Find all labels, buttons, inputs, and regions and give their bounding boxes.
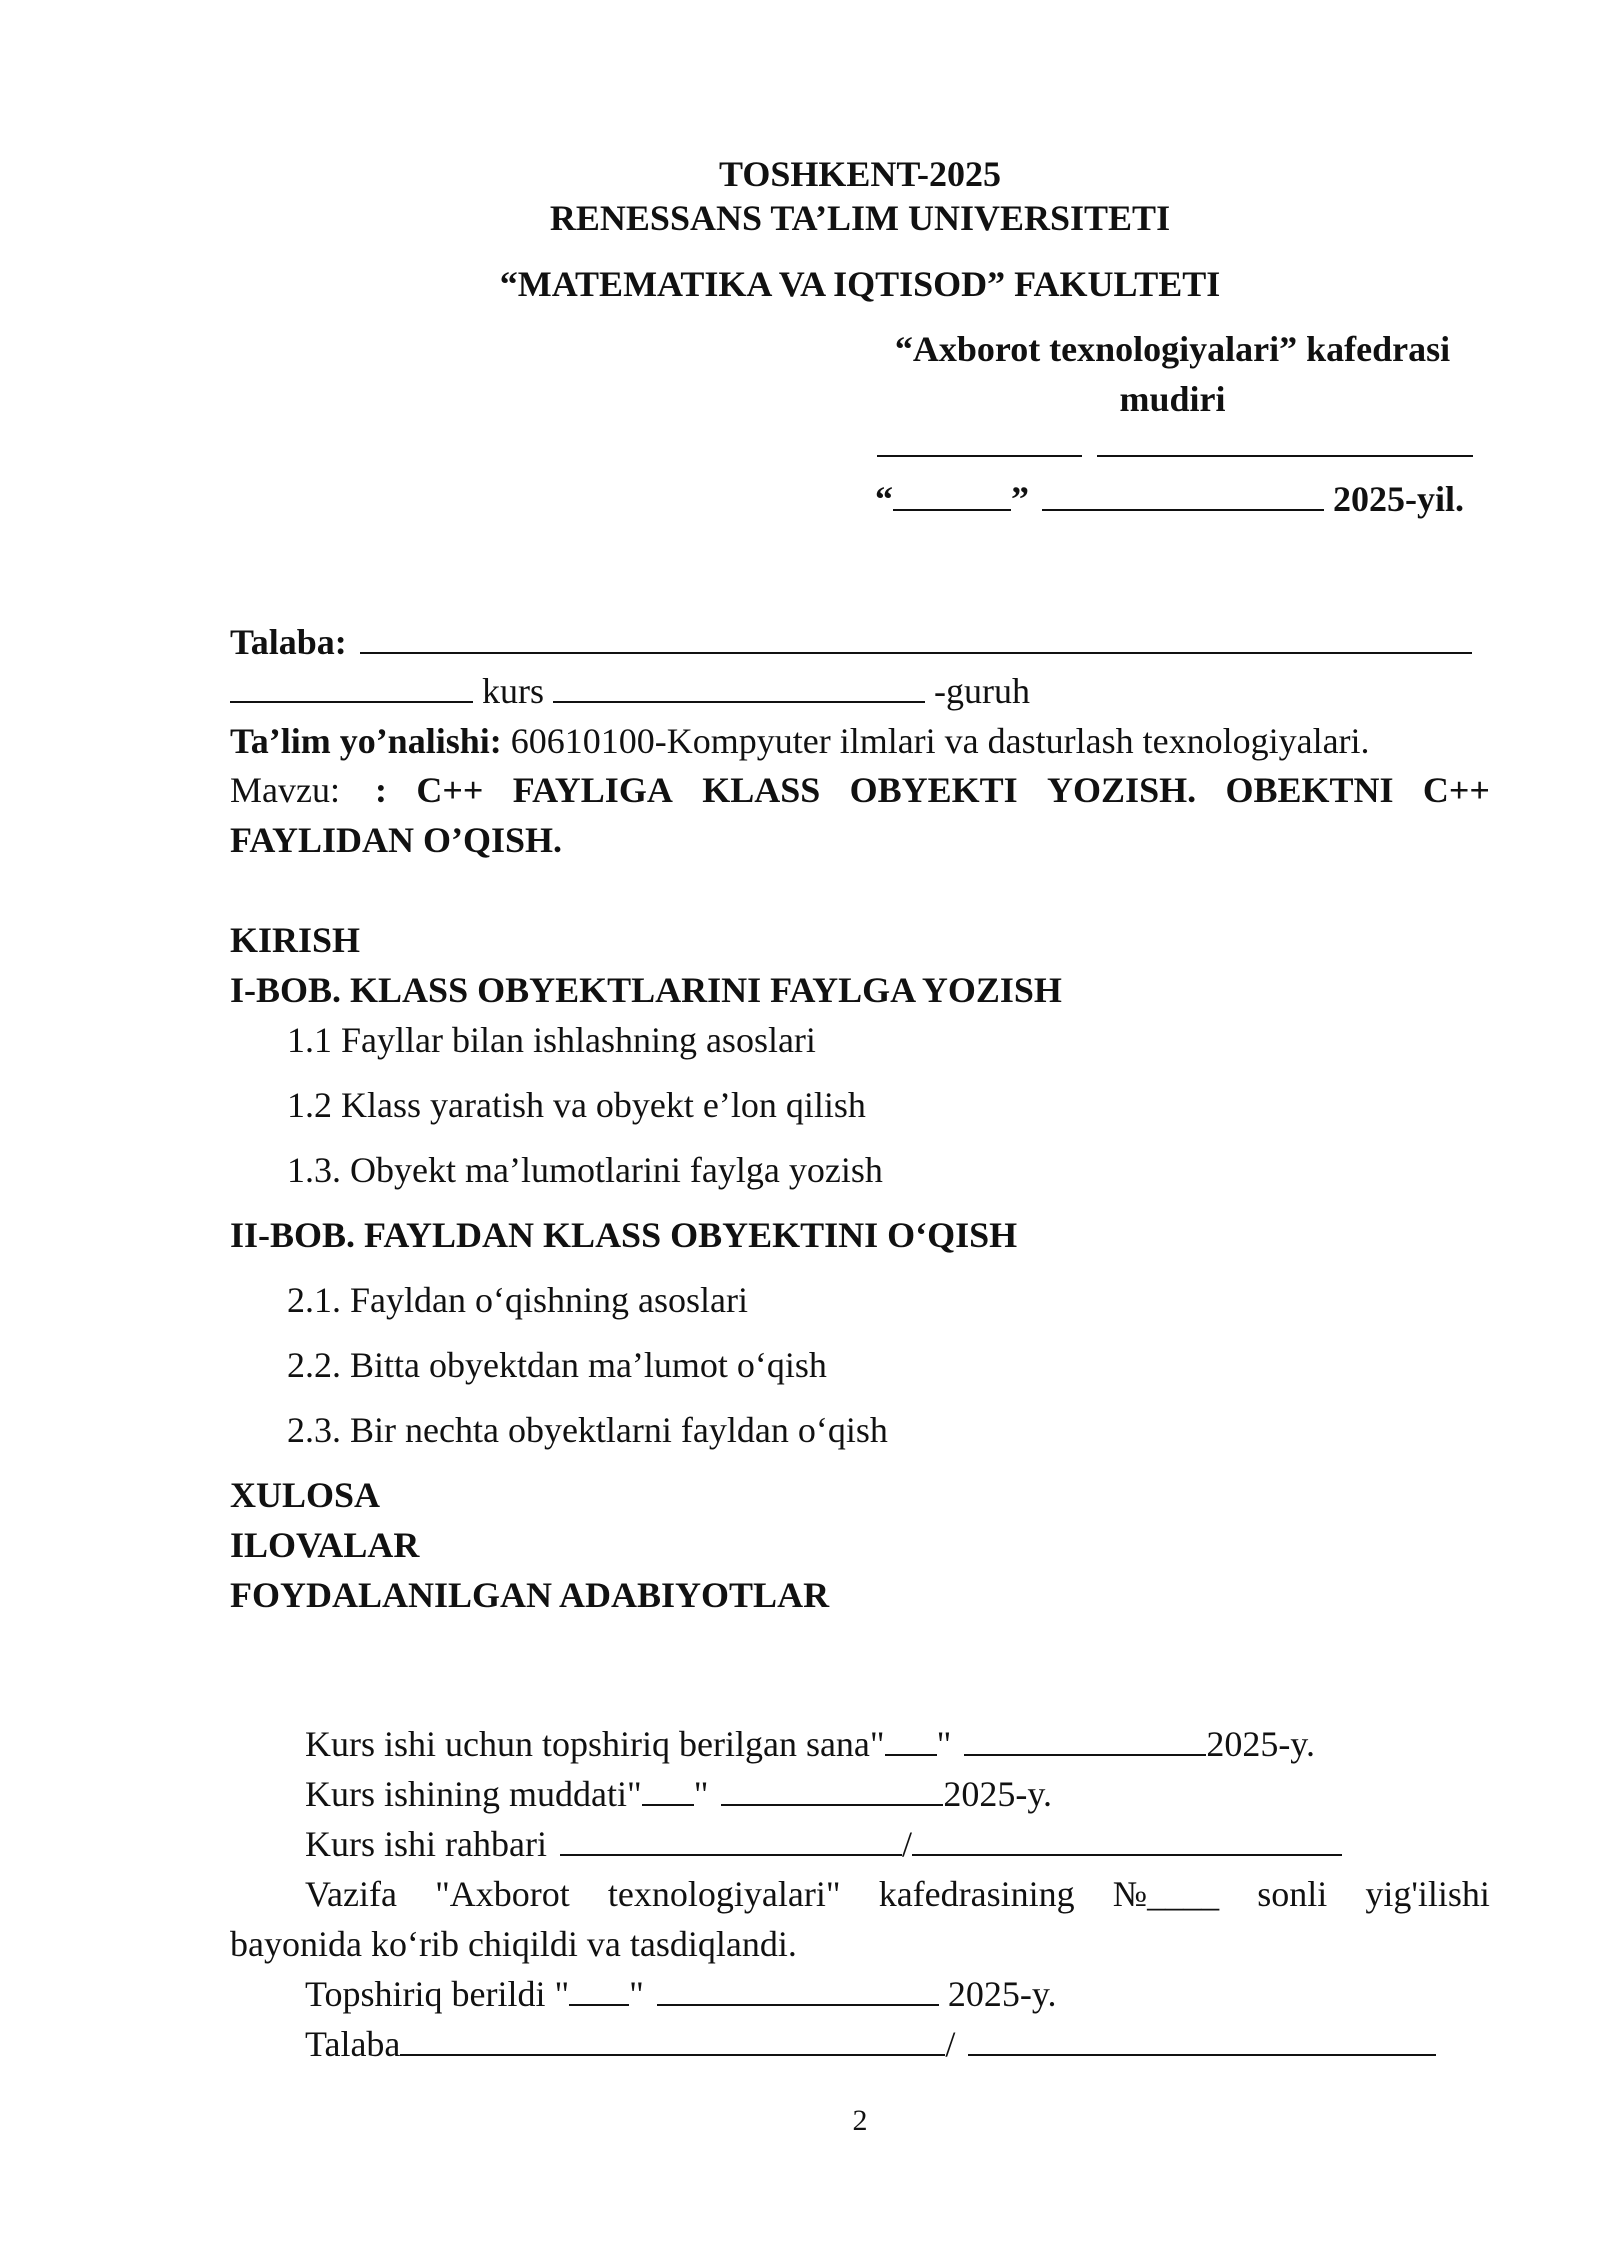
chapter1-title: . KLASS OBYEKTLARINI FAYLGA YOZISH bbox=[332, 970, 1062, 1010]
topic-label: Mavzu: bbox=[230, 770, 340, 810]
chapter2-item: 2.3. Bir nechta obyektlarni fayldan o‘qish bbox=[287, 1410, 888, 1450]
deadline-line bbox=[305, 1772, 1052, 1816]
faculty-name: “MATEMATIKA VA IQTISOD” FAKULTETI bbox=[499, 264, 1221, 304]
review-word: №____ bbox=[1112, 1874, 1220, 1914]
issued-year: 2025-y. bbox=[1206, 1724, 1315, 1764]
issued-date-quote: " bbox=[936, 1724, 952, 1764]
issued-month-blank bbox=[964, 1724, 1206, 1756]
approval-date-close-quote: ” bbox=[1011, 479, 1029, 519]
supervisor-slash: / bbox=[901, 1824, 912, 1864]
review-line-1 bbox=[305, 1872, 1490, 1916]
approval-month-blank bbox=[1042, 479, 1324, 511]
review-word: sonli bbox=[1257, 1874, 1328, 1914]
chapter1-item: 1.3. Obyekt ma’lumotlarini faylga yozish bbox=[287, 1150, 883, 1190]
head-signature-line bbox=[877, 455, 1082, 457]
group-label: -guruh bbox=[934, 671, 1030, 711]
chapter1-heading bbox=[230, 968, 1062, 1012]
chapter1-item: 1.1 Fayllar bilan ishlashning asoslari bbox=[287, 1020, 816, 1060]
given-year: 2025-y. bbox=[947, 1974, 1057, 2014]
chapter2-item: 2.2. Bitta obyektdan ma’lumot o‘qish bbox=[287, 1345, 827, 1385]
student-sign-label: Talaba bbox=[305, 2024, 401, 2064]
topic-text-1: : C++ FAYLIGA KLASS OBYEKTI YOZISH. OBEKTNI C++ bbox=[375, 770, 1490, 810]
approval-date-open-quote: “ bbox=[875, 479, 893, 519]
issued-date-label: Kurs ishi uchun topshiriq berilgan sana" bbox=[305, 1724, 885, 1764]
approval-date-line bbox=[875, 477, 1464, 521]
given-line bbox=[305, 1972, 1057, 2016]
supervisor-signature-blank bbox=[912, 1824, 1342, 1856]
deadline-quote: " bbox=[693, 1774, 709, 1814]
contents-intro: KIRISH bbox=[230, 920, 361, 960]
supervisor-line bbox=[305, 1822, 1342, 1866]
student-sign-slash: / bbox=[945, 2024, 956, 2064]
student-line bbox=[230, 620, 1472, 664]
course-group-line bbox=[230, 669, 1030, 713]
supervisor-name-blank bbox=[560, 1824, 902, 1856]
deadline-label: Kurs ishining muddati" bbox=[305, 1774, 642, 1814]
topic-line-1 bbox=[230, 768, 1490, 812]
deadline-month-blank bbox=[721, 1774, 943, 1806]
issued-date-line bbox=[305, 1722, 1315, 1766]
review-line-2: bayonida ko‘rib chiqildi va tasdiqlandi. bbox=[230, 1924, 797, 1964]
student-sign-name-blank bbox=[400, 2024, 945, 2056]
contents-appendices: ILOVALAR bbox=[230, 1525, 420, 1565]
issued-day-blank bbox=[885, 1724, 937, 1756]
department-position: mudiri bbox=[1119, 379, 1226, 419]
student-sign-line bbox=[305, 2022, 1436, 2066]
direction-line bbox=[230, 719, 1370, 763]
contents-conclusion: XULOSA bbox=[230, 1475, 381, 1515]
chapter2-heading: II-BOB. FAYLDAN KLASS OBYEKTINI O‘QISH bbox=[230, 1215, 1018, 1255]
deadline-day-blank bbox=[642, 1774, 694, 1806]
supervisor-label: Kurs ishi rahbari bbox=[305, 1824, 547, 1864]
chapter2-item: 2.1. Fayldan o‘qishning asoslari bbox=[287, 1280, 748, 1320]
course-label: kurs bbox=[482, 671, 544, 711]
review-word: yig'ilishi bbox=[1365, 1874, 1490, 1914]
city-year-heading: TOSHKENT-2025 bbox=[718, 154, 1002, 194]
review-word: Vazifa bbox=[305, 1874, 397, 1914]
topic-text-2: FAYLIDAN O’QISH. bbox=[230, 820, 563, 860]
student-sign-signature-blank bbox=[968, 2024, 1436, 2056]
direction-value: 60610100-Kompyuter ilmlari va dasturlash texnologiyalari. bbox=[510, 721, 1370, 761]
review-word: texnologiyalari" bbox=[607, 1874, 841, 1914]
review-word: "Axborot bbox=[435, 1874, 570, 1914]
deadline-year: 2025-y. bbox=[943, 1774, 1053, 1814]
student-label: Talaba: bbox=[230, 622, 347, 662]
university-name: RENESSANS TA’LIM UNIVERSITETI bbox=[549, 198, 1171, 238]
direction-label: Ta’lim yo’nalishi: bbox=[230, 721, 502, 761]
given-label: Topshiriq berildi " bbox=[305, 1974, 570, 2014]
group-blank bbox=[553, 671, 925, 703]
approval-year: 2025-yil. bbox=[1333, 479, 1464, 519]
given-day-blank bbox=[569, 1974, 629, 2006]
page-number: 2 bbox=[852, 2104, 868, 2137]
course-blank bbox=[230, 671, 473, 703]
given-month-blank bbox=[657, 1974, 939, 2006]
chapter1-item: 1.2 Klass yaratish va obyekt e’lon qilish bbox=[287, 1085, 866, 1125]
approval-day-blank bbox=[893, 479, 1011, 511]
given-quote: " bbox=[629, 1974, 644, 2014]
review-word: kafedrasining bbox=[878, 1874, 1075, 1914]
contents-references: FOYDALANILGAN ADABIYOTLAR bbox=[230, 1575, 830, 1615]
chapter1-prefix: I-BOB bbox=[230, 970, 333, 1010]
department-name: “Axborot texnologiyalari” kafedrasi bbox=[894, 329, 1451, 369]
student-name-blank bbox=[360, 622, 1472, 654]
head-name-line bbox=[1097, 455, 1473, 457]
